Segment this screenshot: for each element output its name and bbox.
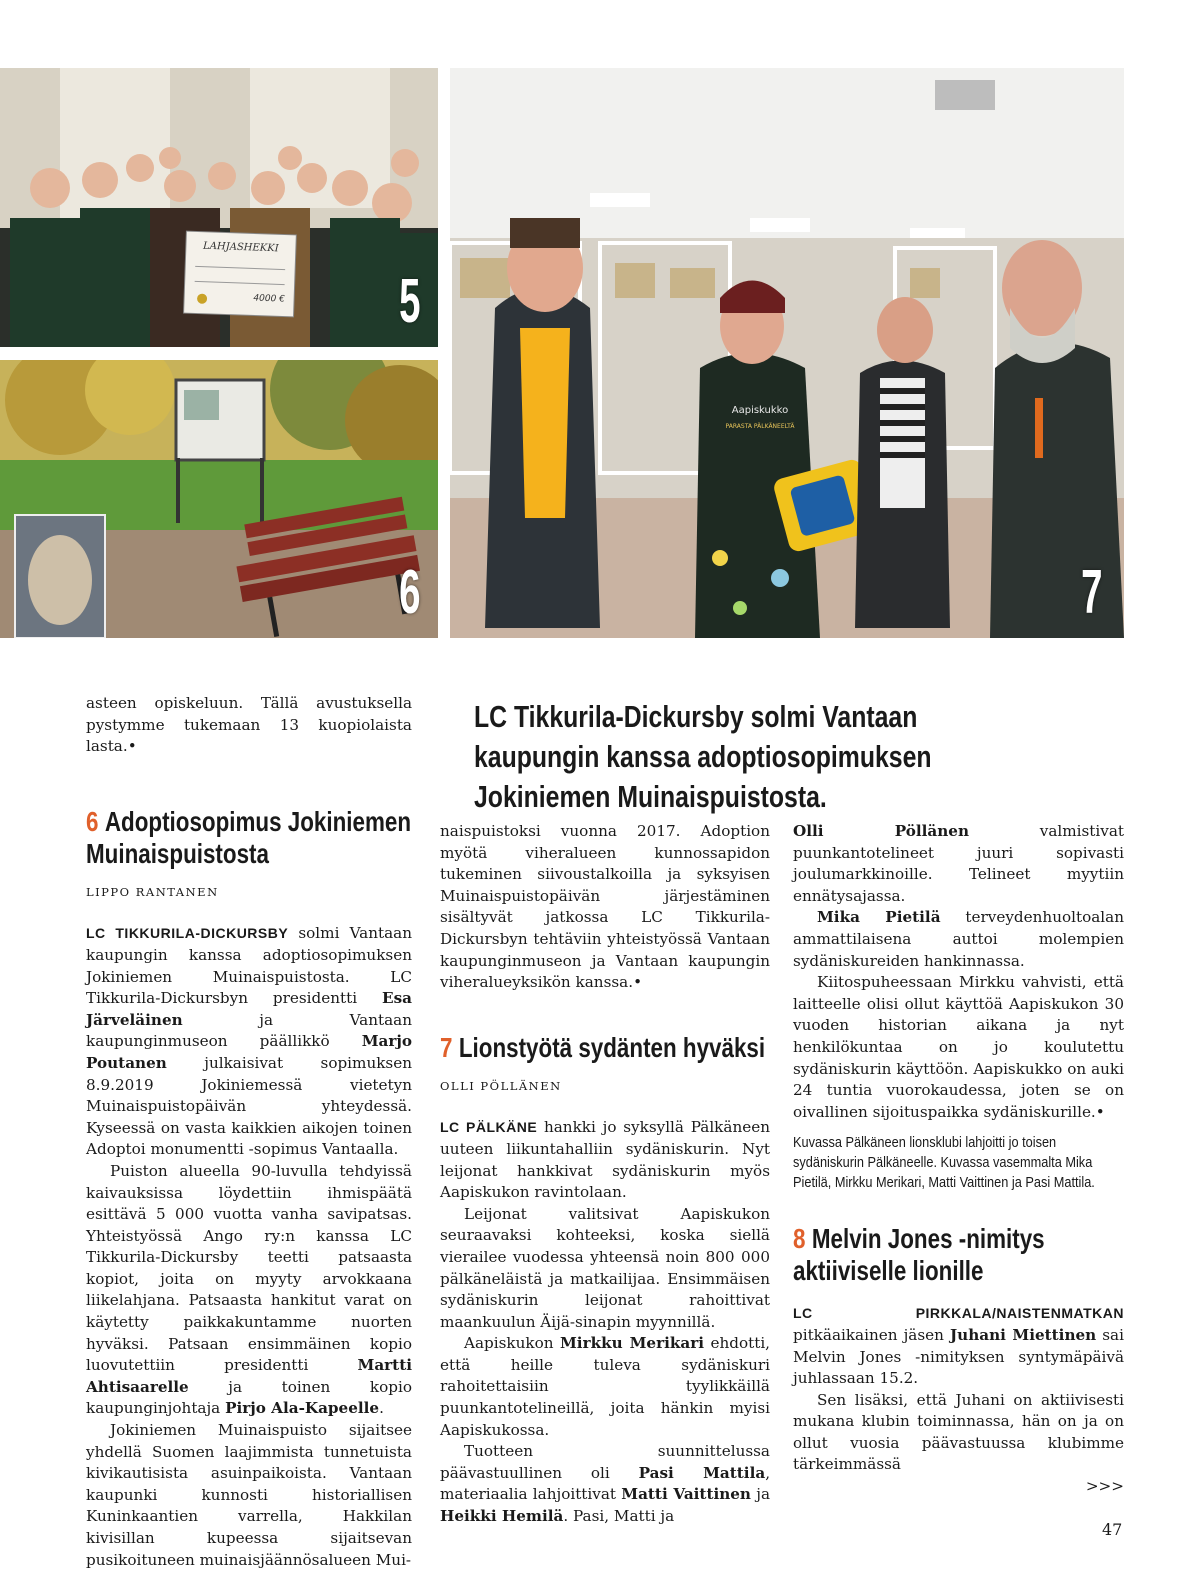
svg-text:4000 €: 4000 € — [253, 293, 286, 305]
paragraph: Aapiskukon Mirkku Merikari ehdotti, että heille tuleva sydäniskuri rahoitettaisiin tyylikkäillä puunkantotelineillä, joita hänkin myisi Aapiskukossa. — [440, 1334, 771, 1439]
photo-5 — [0, 68, 438, 347]
paragraph: Tuotteen suunnittelussa päävastuullinen oli Pasi Mattila, materiaalia lahjoittivat Matti Vaittinen ja Heikki Hemilä. Pasi, Matti ja — [440, 1442, 771, 1526]
svg-text:LAHJASHEKKI: LAHJASHEKKI — [202, 240, 279, 255]
pull-quote: LC Tikkurila-Dickursby solmi Vantaan kaupungin kanssa adoptiosopimuksen Jokiniemen Muinaispuistosta. — [474, 699, 932, 814]
paragraph: Kiitospuheessaan Mirkku vahvisti, että laitteelle olisi ollut käyttöä Aapiskukon 30 vuoden historian aikana ja nyt henkilökuntaa on jo koulutettu sydäniskurin käyttöön. Aapiskukko on auki 24 tuntia vuorokaudessa, joten se on oivallinen sijoituspaikka sydäniskurille.• — [793, 973, 1124, 1121]
paragraph: Jokiniemen Muinaispuisto sijaitsee yhdellä Suomen laajimmista tunnetuista kivikautisista asuinpaikoista. Vantaan kaupunki kunnosti historiallisen Kuninkaantien varrella, Hakkilan kivisillan kupeessa sijaitsevan pusikoituneen muinaisjäännösalueen Mui- — [86, 1421, 412, 1569]
photo-number: 5 — [398, 267, 420, 336]
page-number: 47 — [1102, 1520, 1123, 1539]
paragraph: Sen lisäksi, että Juhani on aktiivisesti mukana klubin toiminnassa, hän on ja on ollut vuosia päävastuussa klubimme tärkeimmässä — [793, 1390, 1124, 1474]
photo-caption: Kuvassa Pälkäneen lionsklubi lahjoitti jo toisen sydäniskurin Pälkäneelle. Kuvassa vasemmalta Mika Pietilä, Mirkku Merikari, Matti Vaittinen ja Pasi Mattila. — [793, 1135, 1095, 1192]
paragraph: LC TIKKURILA-DICKURSBY solmi Vantaan kaupungin kanssa adoptiosopimuksen Jokiniemen Muinaispuistosta. LC Tikkurila-Dickursbyn presidentti Esa Järveläinen ja Vantaan kaupunginmuseon päällikkö Marjo Poutanen julkaisivat sopimuksen 8.9.2019 Jokiniemessä vietetyn Muinaispuistopäivän yhteydessä. Kyseessä on vasta kaikkien aikojen toinen Adoptoi monumentti -sopimus Vantaalla. — [86, 924, 412, 1159]
column-1 — [86, 693, 412, 1571]
photo-7 — [450, 68, 1124, 638]
paragraph: Puiston alueella 90-luvulla tehdyissä kaivauksissa löydettiin ihmispäätä esittävä 5 000 vuotta vanha savipatsas. Yhteistyössä Ango ry:n kanssa LC Tikkurila-Dickursby teetti patsaasta kopiot, joita on myyty arvokkaana liikelahjana. Patsaasta hankitut varat on käytetty paikkakuntamme nuorten hyväksi. Patsaan ensimmäinen kopio luovutettiin presidentti Martti Ahtisaarelle ja toinen kopio kaupunginjohtaja Pirjo Ala-Kapeelle. — [86, 1161, 412, 1418]
paragraph: Mika Pietilä terveydenhuoltoalan ammattilaisena auttoi molempien sydäniskureiden hankinnassa. — [793, 908, 1124, 970]
section-7-heading: 7 Lionstyötä sydänten hyväksi — [440, 1031, 766, 1063]
section-8-heading: 8 Melvin Jones -nimitys aktiiviselle lionille — [793, 1223, 1045, 1287]
paragraph: LC PÄLKÄNE hankki jo syksyllä Pälkäneen uuteen liikuntahalliin sydäniskurin. Nyt leijonat hankkivat sydäniskurin myös Aapiskukon ravintolaan. — [440, 1118, 770, 1202]
column-2 — [440, 821, 770, 1528]
byline: OLLI PÖLLÄNEN — [440, 1078, 562, 1093]
byline: LIPPO RANTANEN — [86, 884, 219, 899]
paragraph: Leijonat valitsivat Aapiskukon seuraavaksi kohteeksi, koska siellä vierailee vuodessa yhteensä noin 800 000 pälkäneläistä ja matkailijaa. Ensimmäisen sydäniskurin leijonat rahoittivat maankuulun Äijä-sinapin myynnillä. — [440, 1204, 770, 1331]
section-6-heading: 6 Adoptiosopimus Jokiniemen Muinaispuistosta — [86, 805, 412, 869]
photo-number: 6 — [398, 558, 420, 627]
svg-text:PARASTA PÄLKÄNEELTÄ: PARASTA PÄLKÄNEELTÄ — [725, 423, 795, 430]
svg-text:Aapiskukko: Aapiskukko — [731, 405, 789, 416]
photo-number: 7 — [1080, 558, 1102, 627]
paragraph: Olli Pöllänen valmistivat puunkantotelineet juuri sopivasti joulumarkkinoille. Telineet myytiin ennätysajassa. — [793, 822, 1124, 905]
column-3 — [793, 821, 1124, 1498]
paragraph: LC PIRKKALA/NAISTENMATKAN pitkäaikainen jäsen Juhani Miettinen sai Melvin Jones -nimityksen syntymäpäivä juhlassaan 15.2. — [793, 1305, 1124, 1388]
continued-marker: >>> — [1085, 1477, 1124, 1496]
intro-paragraph: asteen opiskeluun. Tällä avustuksella pystymme tukemaan 13 kuopiolaista lasta.• — [86, 694, 412, 756]
paragraph: naispuistoksi vuonna 2017. Adoption myötä viheralueen kunnossapidon tukeminen siivoustalkoilla ja syksyisen Muinaispuistopäivän järjestäminen sisältyvät jatkossa LC Tikkurila-Dickursbyn tehtäviin yhteistyössä Vantaan kaupunginmuseon ja Vantaan kaupungin viheralueyksikön kanssa.• — [440, 822, 770, 992]
photo-6 — [0, 360, 438, 638]
